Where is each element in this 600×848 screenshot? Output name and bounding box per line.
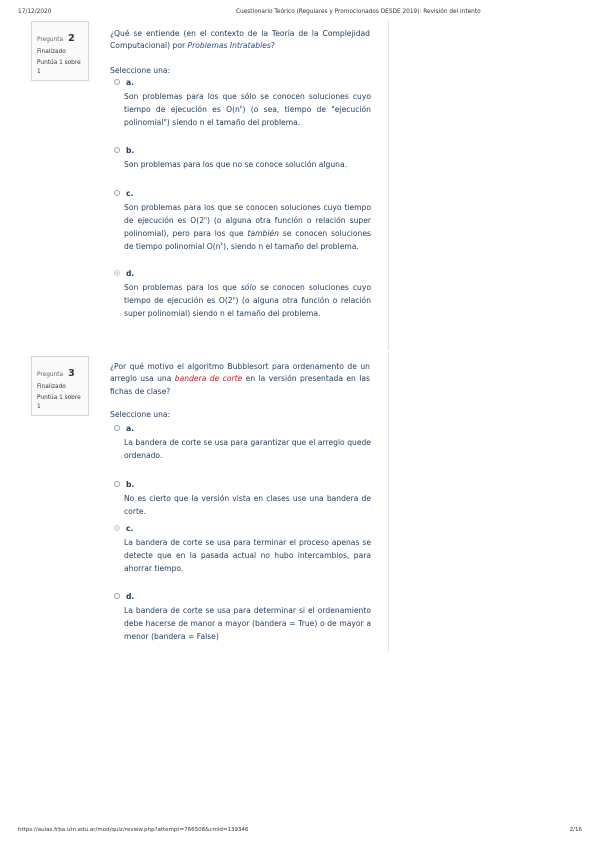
radio-button-selected[interactable] (114, 525, 120, 531)
question-grade: Puntúa 1 sobre 1 (37, 60, 81, 75)
radio-button[interactable] (114, 190, 120, 196)
question-info-box (31, 356, 89, 416)
divider (388, 352, 389, 652)
emphasis-term: bandera de corte (174, 374, 243, 384)
radio-button[interactable] (114, 79, 120, 85)
radio-button[interactable] (114, 147, 120, 153)
option-letter: c. (126, 189, 134, 198)
option-text: Son problemas para los que se conocen soluciones cuyo tiempo de ejecución es O(2$^n$) (o alguna otra función o relación super polinomial), pero para los que también se conocen soluciones de tiempo polinomial $O(n^k)$, siendo n el tamaño del problema. (124, 203, 372, 252)
question-info-box (31, 21, 89, 81)
page-number: 2/16 (569, 827, 582, 833)
option-letter: d. (126, 592, 135, 601)
select-prompt: Seleccione una: (110, 66, 171, 75)
option-letter: b. (126, 146, 135, 155)
select-prompt: Seleccione una: (110, 410, 171, 419)
print-url: https://aulas.frba.utn.edu.ar/mod/quiz/review.php?attempt=766508&cmid=139346 (18, 827, 249, 833)
question-state: Finalizado (37, 384, 66, 390)
option-letter: b. (126, 480, 135, 489)
print-date: 17/12/2020 (18, 9, 52, 15)
question-number: Pregunta 2 (37, 33, 75, 44)
print-footer (18, 827, 582, 837)
option-letter: a. (126, 424, 135, 433)
print-title: Cuestionario Teórico (Regulares y Promocionados DESDE 2019): Revisión del intento (236, 9, 481, 15)
question-grade: Puntúa 1 sobre 1 (37, 395, 81, 410)
option-letter: c. (126, 524, 134, 533)
radio-button[interactable] (114, 425, 120, 431)
question-text: ¿Qué se entiende (en el contexto de la Teoría de la Complejidad Computacional) por Problemas Intratables? (110, 29, 370, 51)
option-text: La bandera de corte se usa para terminar el proceso apenas se detecte que en la pasada actual no hubo intercambios, para ahorrar tiempo. (124, 538, 371, 574)
option-text: La bandera de corte se usa para garantizar que el arreglo quede ordenado. (124, 438, 371, 461)
print-header (18, 9, 582, 21)
question-text: ¿Por qué motivo el algoritmo Bubblesort para ordenamento de un arreglo usa una bandera de corte en la versión presentada en las fichas de clase? (110, 362, 370, 396)
radio-button[interactable] (114, 593, 120, 599)
option-letter: a. (126, 78, 135, 87)
option-text: No es cierto que la versión vista en clases use una bandera de corte. (124, 494, 371, 517)
option-letter: d. (126, 269, 135, 278)
divider (388, 20, 389, 350)
question-number: Pregunta 3 (37, 368, 75, 379)
question-state: Finalizado (37, 49, 66, 55)
emphasis-term: Problemas Intratables (187, 41, 271, 51)
option-text: Son problemas para los que sólo se conocen soluciones cuyo tiempo de ejecución es $O(n^k)$ (o sea, tiempo de "ejecución polinomial") siendo n el tamaño del problema. (124, 92, 371, 128)
radio-button[interactable] (114, 481, 120, 487)
option-text: Son problemas para los que sólo se conocen soluciones cuyo tiempo de ejecución es O(2$^n$) (o alguna otra función o relación super polinomial) siendo n el tamaño del problema. (124, 283, 372, 319)
radio-button-selected[interactable] (114, 270, 120, 276)
option-text: La bandera de corte se usa para determinar si el ordenamiento debe hacerse de manor a mayor (bandera = True) o de mayor a menor (bandera = False) (124, 606, 371, 642)
option-text: Son problemas para los que no se conoce solución alguna. (124, 160, 348, 169)
